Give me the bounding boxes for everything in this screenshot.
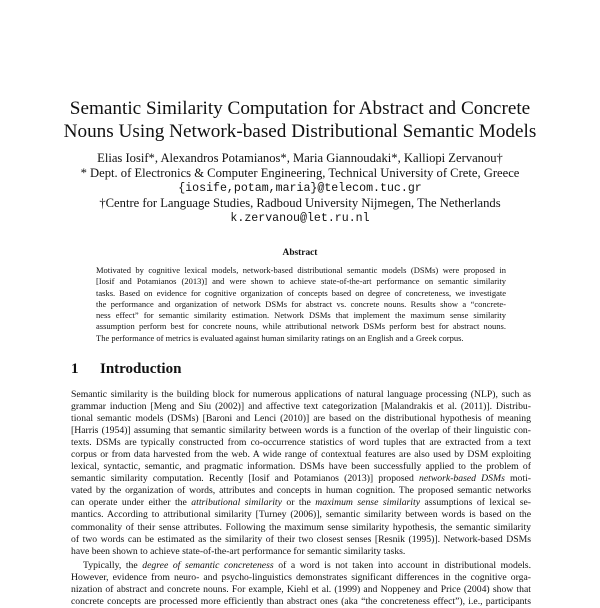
author-names: Elias Iosif*, Alexandros Potamianos*, Maria Giannoudaki*, Kalliopi Zervanou† [97,151,503,165]
body-text: or the [281,497,316,509]
abstract-line: assumption perform best for concrete nouns, while attributional network DSMs perform best for abstract nouns. [96,321,506,332]
intro-body [71,389,531,608]
abstract-text [96,265,506,344]
body-line: nization of abstract and concrete nouns. For example, Kiehl et al. (1999) and Noppeney and Price (2004) show that [71,583,531,595]
author-block [40,151,560,226]
body-text: can operate under either the [71,497,192,509]
body-line [71,560,531,572]
emphasis-text: degree of semantic concreteness [142,559,274,571]
body-line: commonality of their sense attributes. Following the maximum sense similarity hypothesis, the semantic similarity [71,521,531,533]
body-line: of two words can be estimated as the similarity of their two closest senses [Resnik (1995)]. Network-based DSMs [71,533,531,545]
paper-title [40,97,560,143]
body-line [71,497,531,509]
body-line: corpus or from data harvested from the web. A wide range of contextual features are also used by DSM exploiting [71,449,531,461]
body-text: Typically, the [83,559,143,571]
abstract-line: Motivated by cognitive lexical models, network-based distributional semantic models (DSMs) were proposed in [96,265,506,275]
abstract-line: tasks. Based on evidence for cognitive organization of concepts based on degree of concreteness, we investigate [96,287,506,298]
section-heading [71,360,181,378]
section-number: 1 [71,361,79,377]
body-line: Semantic similarity is the building block for numerous applications of natural language processing (NLP), such as [71,389,531,400]
body-line: However, evidence from neuro- and psycho-linguistics demonstrates significant differences in the cognitive orga- [71,571,531,583]
body-line: concrete concepts are processed more efficiently than abstract ones (aka “the concreteness effect”), i.e., participants [71,595,531,607]
abstract-line: [Iosif and Potamianos (2013)] and were shown to achieve state-of-the-art performance on semantic similarity [96,276,506,287]
title-line-2: Nouns Using Network-based Distributional Semantic Models [63,121,537,142]
affiliation-2: †Centre for Language Studies, Radboud University Nijmegen, The Netherlands [99,196,501,210]
body-line: texts. DSMs are typically constructed from co-occurrence statistics of word tuples that are extracted from a text [71,437,531,449]
body-line: vated by the organization of words, attributes and concepts in human cognition. The proposed semantic networks [71,485,531,497]
abstract-line: ness effect” for semantic similarity estimation. Network DSMs that implement the maximum sense similarity [96,310,506,321]
email-2: k.zervanou@let.ru.nl [230,212,370,225]
paragraph-1 [71,389,531,558]
abstract-heading: Abstract [282,248,318,258]
abstract-line: The performance of metrics is evaluated against human similarity ratings on an English and a Greek corpus. [96,332,464,343]
paragraph-2 [71,560,531,608]
body-text: of a word is not taken into account in distributional models. [273,559,531,571]
section-title: Introduction [100,361,182,377]
body-line: have been shown to achieve state-of-the-art performance for semantic similarity tasks. [71,545,406,557]
body-line: lexical, syntactic, semantic, and pragmatic information. DSMs have been successfully applied to the problem of [71,461,531,473]
body-text: moti- [504,473,532,485]
body-line: [Harris (1954)] assuming that semantic similarity between words is a function of the overlap of their linguistic con- [71,425,531,437]
email-1: {iosife,potam,maria}@telecom.tuc.gr [178,182,422,195]
body-line: grammar induction [Meng and Siu (2002)] and affective text categorization [Malandrakis et al. (2011)]. Distribu- [71,401,531,413]
affiliation-1: * Dept. of Electronics & Computer Engineering, Technical University of Crete, Greece [80,166,520,180]
body-line [71,473,531,485]
title-line-1: Semantic Similarity Computation for Abstract and Concrete [69,98,531,119]
emphasis-text: maximum sense similarity [315,497,420,509]
body-text: semantic similarity computation. Recently [Iosif and Potamianos (2013)] proposed [71,473,414,485]
emphasis-text: attributional similarity [191,497,282,509]
body-line: tional semantic models (DSMs) [Baroni and Lenci (2010)] are based on the distributional hypothesis of meaning [71,413,531,425]
body-line: mantics. According to attributional similarity [Turney (2006)], semantic similarity between words is based on the [71,509,531,521]
body-text: assumptions of lexical se- [420,497,531,509]
emphasis-text: network-based DSMs [418,473,505,485]
abstract-line: the performance and organization of network DSMs for abstract vs. concrete nouns. Results show a “concrete- [96,298,506,309]
